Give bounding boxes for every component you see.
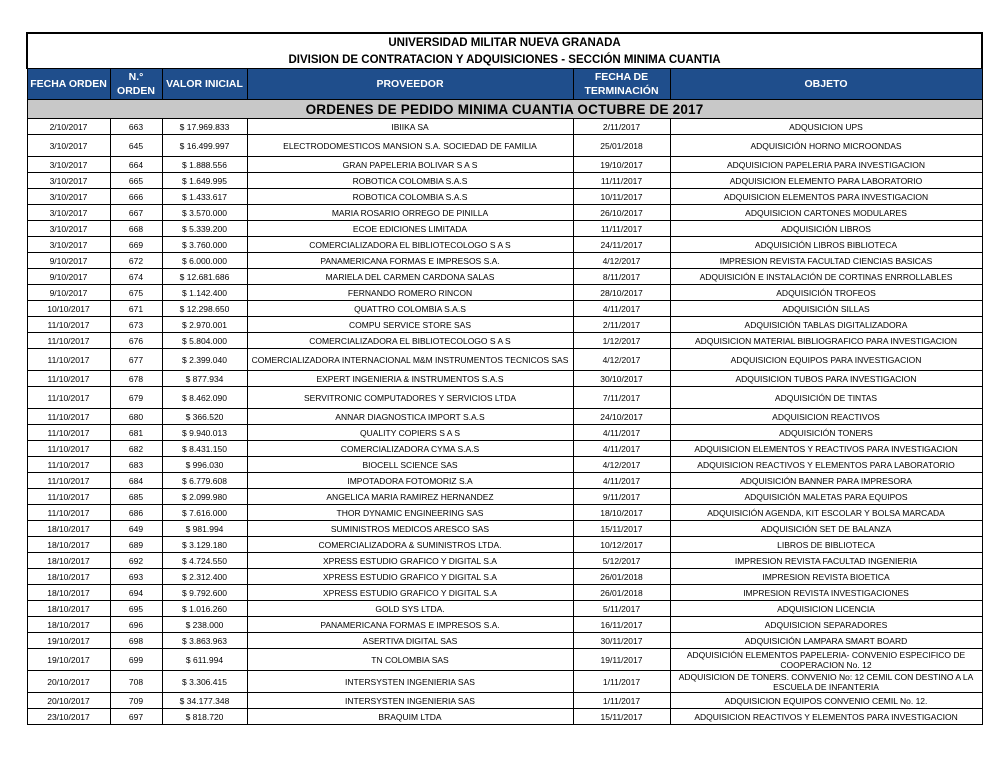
table-row bbox=[27, 349, 982, 371]
cell-fecha-orden: 19/10/2017 bbox=[27, 633, 110, 649]
cell-proveedor: GOLD SYS LTDA. bbox=[247, 601, 573, 617]
cell-proveedor: MARIELA DEL CARMEN CARDONA SALAS bbox=[247, 269, 573, 285]
cell-fecha-terminacion: 24/10/2017 bbox=[573, 409, 670, 425]
table-row bbox=[27, 649, 982, 671]
cell-valor-inicial: $ 1.433.617 bbox=[162, 189, 247, 205]
cell-n-orden: 698 bbox=[110, 633, 162, 649]
cell-valor-inicial: $ 996.030 bbox=[162, 457, 247, 473]
cell-valor-inicial: $ 981.994 bbox=[162, 521, 247, 537]
cell-fecha-terminacion: 10/12/2017 bbox=[573, 537, 670, 553]
cell-n-orden: 686 bbox=[110, 505, 162, 521]
cell-fecha-terminacion: 4/11/2017 bbox=[573, 441, 670, 457]
cell-objeto: ADQUISICIÓN AGENDA, KIT ESCOLAR Y BOLSA MARCADA bbox=[670, 505, 982, 521]
cell-proveedor: PANAMERICANA FORMAS E IMPRESOS S.A. bbox=[247, 253, 573, 269]
cell-proveedor: ELECTRODOMESTICOS MANSION S.A. SOCIEDAD DE FAMILIA bbox=[247, 135, 573, 157]
cell-fecha-orden: 11/10/2017 bbox=[27, 317, 110, 333]
cell-objeto: ADQUISICIÓN DE TINTAS bbox=[670, 387, 982, 409]
cell-fecha-terminacion: 30/10/2017 bbox=[573, 371, 670, 387]
cell-valor-inicial: $ 16.499.997 bbox=[162, 135, 247, 157]
cell-n-orden: 645 bbox=[110, 135, 162, 157]
cell-fecha-terminacion: 11/11/2017 bbox=[573, 173, 670, 189]
cell-objeto: IMPRESION REVISTA FACULTAD CIENCIAS BASICAS bbox=[670, 253, 982, 269]
cell-fecha-orden: 11/10/2017 bbox=[27, 457, 110, 473]
cell-fecha-orden: 3/10/2017 bbox=[27, 221, 110, 237]
cell-proveedor: GRAN PAPELERIA BOLIVAR S A S bbox=[247, 157, 573, 173]
cell-fecha-terminacion: 19/10/2017 bbox=[573, 157, 670, 173]
table-row bbox=[27, 237, 982, 253]
cell-fecha-terminacion: 1/11/2017 bbox=[573, 693, 670, 709]
table-row bbox=[27, 425, 982, 441]
cell-proveedor: COMERCIALIZADORA & SUMINISTROS LTDA. bbox=[247, 537, 573, 553]
cell-proveedor: SERVITRONIC COMPUTADORES Y SERVICIOS LTDA bbox=[247, 387, 573, 409]
cell-proveedor: BRAQUIM LTDA bbox=[247, 709, 573, 725]
cell-fecha-terminacion: 19/11/2017 bbox=[573, 649, 670, 671]
cell-valor-inicial: $ 12.298.650 bbox=[162, 301, 247, 317]
cell-objeto: IMPRESION REVISTA INVESTIGACIONES bbox=[670, 585, 982, 601]
cell-fecha-orden: 10/10/2017 bbox=[27, 301, 110, 317]
cell-objeto: ADQUISICION EQUIPOS CONVENIO CEMIL No. 12. bbox=[670, 693, 982, 709]
cell-fecha-orden: 3/10/2017 bbox=[27, 189, 110, 205]
cell-n-orden: 708 bbox=[110, 671, 162, 693]
table-row bbox=[27, 317, 982, 333]
cell-objeto: ADQUISICIÓN TONERS bbox=[670, 425, 982, 441]
cell-fecha-orden: 2/10/2017 bbox=[27, 119, 110, 135]
cell-fecha-terminacion: 4/12/2017 bbox=[573, 349, 670, 371]
cell-fecha-orden: 11/10/2017 bbox=[27, 473, 110, 489]
cell-n-orden: 666 bbox=[110, 189, 162, 205]
table-row bbox=[27, 157, 982, 173]
cell-objeto: ADQUISICION MATERIAL BIBLIOGRAFICO PARA INVESTIGACION bbox=[670, 333, 982, 349]
orders-table bbox=[26, 32, 983, 725]
cell-n-orden: 663 bbox=[110, 119, 162, 135]
cell-valor-inicial: $ 2.399.040 bbox=[162, 349, 247, 371]
cell-valor-inicial: $ 7.616.000 bbox=[162, 505, 247, 521]
cell-fecha-orden: 11/10/2017 bbox=[27, 333, 110, 349]
cell-fecha-orden: 18/10/2017 bbox=[27, 553, 110, 569]
cell-valor-inicial: $ 366.520 bbox=[162, 409, 247, 425]
cell-fecha-orden: 20/10/2017 bbox=[27, 671, 110, 693]
cell-n-orden: 667 bbox=[110, 205, 162, 221]
cell-valor-inicial: $ 12.681.686 bbox=[162, 269, 247, 285]
cell-valor-inicial: $ 8.462.090 bbox=[162, 387, 247, 409]
cell-proveedor: IBIIKA SA bbox=[247, 119, 573, 135]
cell-n-orden: 695 bbox=[110, 601, 162, 617]
cell-n-orden: 683 bbox=[110, 457, 162, 473]
cell-valor-inicial: $ 6.779.608 bbox=[162, 473, 247, 489]
cell-fecha-terminacion: 15/11/2017 bbox=[573, 521, 670, 537]
cell-fecha-terminacion: 18/10/2017 bbox=[573, 505, 670, 521]
cell-fecha-terminacion: 30/11/2017 bbox=[573, 633, 670, 649]
cell-objeto: ADQUSICION UPS bbox=[670, 119, 982, 135]
cell-valor-inicial: $ 1.142.400 bbox=[162, 285, 247, 301]
cell-valor-inicial: $ 3.306.415 bbox=[162, 671, 247, 693]
cell-fecha-terminacion: 16/11/2017 bbox=[573, 617, 670, 633]
cell-proveedor: ROBOTICA COLOMBIA S.A.S bbox=[247, 173, 573, 189]
table-row bbox=[27, 709, 982, 725]
cell-objeto: ADQUISICION ELEMENTOS Y REACTIVOS PARA INVESTIGACION bbox=[670, 441, 982, 457]
cell-fecha-terminacion: 4/11/2017 bbox=[573, 473, 670, 489]
cell-objeto: ADQUISICION LICENCIA bbox=[670, 601, 982, 617]
cell-proveedor: THOR DYNAMIC ENGINEERING SAS bbox=[247, 505, 573, 521]
cell-proveedor: BIOCELL SCIENCE SAS bbox=[247, 457, 573, 473]
cell-fecha-terminacion: 25/01/2018 bbox=[573, 135, 670, 157]
cell-objeto: ADQUISICIÓN TABLAS DIGITALIZADORA bbox=[670, 317, 982, 333]
cell-objeto: LIBROS DE BIBLIOTECA bbox=[670, 537, 982, 553]
cell-n-orden: 693 bbox=[110, 569, 162, 585]
cell-proveedor: COMPU SERVICE STORE SAS bbox=[247, 317, 573, 333]
cell-fecha-terminacion: 26/01/2018 bbox=[573, 569, 670, 585]
cell-fecha-terminacion: 4/12/2017 bbox=[573, 253, 670, 269]
cell-n-orden: 685 bbox=[110, 489, 162, 505]
cell-valor-inicial: $ 9.940.013 bbox=[162, 425, 247, 441]
cell-objeto: ADQUISICIÓN BANNER PARA IMPRESORA bbox=[670, 473, 982, 489]
cell-objeto: ADQUISICION ELEMENTO PARA LABORATORIO bbox=[670, 173, 982, 189]
cell-fecha-orden: 3/10/2017 bbox=[27, 135, 110, 157]
cell-objeto: ADQUISICIÓN SILLAS bbox=[670, 301, 982, 317]
cell-fecha-orden: 11/10/2017 bbox=[27, 425, 110, 441]
cell-fecha-orden: 11/10/2017 bbox=[27, 387, 110, 409]
cell-n-orden: 669 bbox=[110, 237, 162, 253]
cell-proveedor: XPRESS ESTUDIO GRAFICO Y DIGITAL S.A bbox=[247, 553, 573, 569]
cell-n-orden: 689 bbox=[110, 537, 162, 553]
cell-fecha-orden: 11/10/2017 bbox=[27, 409, 110, 425]
cell-fecha-terminacion: 15/11/2017 bbox=[573, 709, 670, 725]
cell-valor-inicial: $ 2.099.980 bbox=[162, 489, 247, 505]
cell-objeto: ADQUISICION ELEMENTOS PARA INVESTIGACION bbox=[670, 189, 982, 205]
cell-fecha-terminacion: 2/11/2017 bbox=[573, 119, 670, 135]
cell-n-orden: 696 bbox=[110, 617, 162, 633]
cell-n-orden: 664 bbox=[110, 157, 162, 173]
table-row bbox=[27, 601, 982, 617]
cell-fecha-terminacion: 11/11/2017 bbox=[573, 221, 670, 237]
cell-fecha-terminacion: 1/12/2017 bbox=[573, 333, 670, 349]
cell-fecha-orden: 18/10/2017 bbox=[27, 585, 110, 601]
cell-fecha-terminacion: 4/11/2017 bbox=[573, 425, 670, 441]
cell-n-orden: 682 bbox=[110, 441, 162, 457]
cell-fecha-terminacion: 24/11/2017 bbox=[573, 237, 670, 253]
cell-valor-inicial: $ 3.863.963 bbox=[162, 633, 247, 649]
cell-valor-inicial: $ 17.969.833 bbox=[162, 119, 247, 135]
cell-objeto: ADQUISICIÓN LAMPARA SMART BOARD bbox=[670, 633, 982, 649]
cell-valor-inicial: $ 3.129.180 bbox=[162, 537, 247, 553]
cell-n-orden: 649 bbox=[110, 521, 162, 537]
cell-valor-inicial: $ 611.994 bbox=[162, 649, 247, 671]
col-fecha-terminacion: FECHA DE TERMINACIÓN bbox=[573, 69, 670, 100]
cell-objeto: ADQUISICIÓN E INSTALACIÓN DE CORTINAS ENRROLLABLES bbox=[670, 269, 982, 285]
cell-objeto: ADQUISICION REACTIVOS Y ELEMENTOS PARA INVESTIGACION bbox=[670, 709, 982, 725]
cell-proveedor: QUATTRO COLOMBIA S.A.S bbox=[247, 301, 573, 317]
cell-n-orden: 681 bbox=[110, 425, 162, 441]
cell-objeto: ADQUISICION EQUIPOS PARA INVESTIGACION bbox=[670, 349, 982, 371]
cell-proveedor: IMPOTADORA FOTOMORIZ S.A bbox=[247, 473, 573, 489]
table-row bbox=[27, 633, 982, 649]
cell-proveedor: PANAMERICANA FORMAS E IMPRESOS S.A. bbox=[247, 617, 573, 633]
cell-fecha-orden: 18/10/2017 bbox=[27, 601, 110, 617]
cell-objeto: ADQUISICION SEPARADORES bbox=[670, 617, 982, 633]
cell-objeto: ADQUISICIÓN MALETAS PARA EQUIPOS bbox=[670, 489, 982, 505]
col-objeto: OBJETO bbox=[670, 69, 982, 100]
cell-proveedor: INTERSYSTEN INGENIERIA SAS bbox=[247, 671, 573, 693]
cell-valor-inicial: $ 5.339.200 bbox=[162, 221, 247, 237]
cell-objeto: ADQUISICION REACTIVOS bbox=[670, 409, 982, 425]
cell-valor-inicial: $ 6.000.000 bbox=[162, 253, 247, 269]
table-row bbox=[27, 617, 982, 633]
cell-proveedor: SUMINISTROS MEDICOS ARESCO SAS bbox=[247, 521, 573, 537]
cell-fecha-orden: 23/10/2017 bbox=[27, 709, 110, 725]
cell-fecha-orden: 11/10/2017 bbox=[27, 441, 110, 457]
orders-sheet bbox=[26, 32, 981, 725]
cell-valor-inicial: $ 818.720 bbox=[162, 709, 247, 725]
cell-n-orden: 692 bbox=[110, 553, 162, 569]
cell-fecha-terminacion: 5/12/2017 bbox=[573, 553, 670, 569]
table-row bbox=[27, 457, 982, 473]
cell-n-orden: 697 bbox=[110, 709, 162, 725]
cell-fecha-terminacion: 26/10/2017 bbox=[573, 205, 670, 221]
col-valor-inicial: VALOR INICIAL bbox=[162, 69, 247, 100]
cell-n-orden: 694 bbox=[110, 585, 162, 601]
cell-fecha-orden: 3/10/2017 bbox=[27, 237, 110, 253]
table-row bbox=[27, 671, 982, 693]
table-row bbox=[27, 441, 982, 457]
cell-valor-inicial: $ 2.312.400 bbox=[162, 569, 247, 585]
table-row bbox=[27, 301, 982, 317]
cell-fecha-orden: 11/10/2017 bbox=[27, 371, 110, 387]
cell-n-orden: 699 bbox=[110, 649, 162, 671]
cell-proveedor: TN COLOMBIA SAS bbox=[247, 649, 573, 671]
cell-valor-inicial: $ 2.970.001 bbox=[162, 317, 247, 333]
cell-objeto: ADQUISICIÓN TROFEOS bbox=[670, 285, 982, 301]
cell-n-orden: 676 bbox=[110, 333, 162, 349]
table-row bbox=[27, 521, 982, 537]
cell-valor-inicial: $ 1.888.556 bbox=[162, 157, 247, 173]
cell-valor-inicial: $ 34.177.348 bbox=[162, 693, 247, 709]
cell-proveedor: COMERCIALIZADORA EL BIBLIOTECOLOGO S A S bbox=[247, 333, 573, 349]
cell-n-orden: 675 bbox=[110, 285, 162, 301]
table-row bbox=[27, 387, 982, 409]
cell-fecha-terminacion: 1/11/2017 bbox=[573, 671, 670, 693]
cell-valor-inicial: $ 3.570.000 bbox=[162, 205, 247, 221]
cell-proveedor: MARIA ROSARIO ORREGO DE PINILLA bbox=[247, 205, 573, 221]
cell-fecha-terminacion: 2/11/2017 bbox=[573, 317, 670, 333]
cell-fecha-orden: 3/10/2017 bbox=[27, 173, 110, 189]
cell-objeto: ADQUISICION DE TONERS. CONVENIO No: 12 CEMIL CON DESTINO A LA ESCUELA DE INFANTERIA bbox=[670, 671, 982, 693]
cell-fecha-orden: 18/10/2017 bbox=[27, 569, 110, 585]
col-proveedor: PROVEEDOR bbox=[247, 69, 573, 100]
cell-fecha-orden: 9/10/2017 bbox=[27, 269, 110, 285]
cell-objeto: ADQUISICIÓN HORNO MICROONDAS bbox=[670, 135, 982, 157]
cell-proveedor: QUALITY COPIERS S A S bbox=[247, 425, 573, 441]
cell-proveedor: ROBOTICA COLOMBIA S.A.S bbox=[247, 189, 573, 205]
cell-proveedor: EXPERT INGENIERIA & INSTRUMENTOS S.A.S bbox=[247, 371, 573, 387]
cell-fecha-orden: 3/10/2017 bbox=[27, 157, 110, 173]
table-row bbox=[27, 585, 982, 601]
column-header-row bbox=[27, 69, 982, 100]
cell-objeto: IMPRESION REVISTA BIOETICA bbox=[670, 569, 982, 585]
university-title: UNIVERSIDAD MILITAR NUEVA GRANADA bbox=[27, 33, 982, 51]
cell-fecha-orden: 18/10/2017 bbox=[27, 521, 110, 537]
cell-proveedor: COMERCIALIZADORA EL BIBLIOTECOLOGO S A S bbox=[247, 237, 573, 253]
cell-valor-inicial: $ 5.804.000 bbox=[162, 333, 247, 349]
cell-valor-inicial: $ 9.792.600 bbox=[162, 585, 247, 601]
cell-n-orden: 678 bbox=[110, 371, 162, 387]
cell-objeto: ADQUISICIÓN LIBROS bbox=[670, 221, 982, 237]
cell-fecha-orden: 20/10/2017 bbox=[27, 693, 110, 709]
cell-objeto: ADQUISICIÓN ELEMENTOS PAPELERIA- CONVENIO ESPECIFICO DE COOPERACION No. 12 bbox=[670, 649, 982, 671]
cell-fecha-terminacion: 5/11/2017 bbox=[573, 601, 670, 617]
cell-fecha-terminacion: 28/10/2017 bbox=[573, 285, 670, 301]
table-row bbox=[27, 473, 982, 489]
table-row bbox=[27, 537, 982, 553]
table-row bbox=[27, 269, 982, 285]
cell-n-orden: 671 bbox=[110, 301, 162, 317]
cell-proveedor: ECOE EDICIONES LIMITADA bbox=[247, 221, 573, 237]
cell-valor-inicial: $ 877.934 bbox=[162, 371, 247, 387]
table-row bbox=[27, 253, 982, 269]
table-row bbox=[27, 189, 982, 205]
cell-fecha-orden: 9/10/2017 bbox=[27, 253, 110, 269]
section-title: ORDENES DE PEDIDO MINIMA CUANTIA OCTUBRE DE 2017 bbox=[27, 100, 982, 119]
table-row bbox=[27, 371, 982, 387]
cell-fecha-orden: 3/10/2017 bbox=[27, 205, 110, 221]
cell-fecha-orden: 18/10/2017 bbox=[27, 617, 110, 633]
table-row bbox=[27, 505, 982, 521]
cell-valor-inicial: $ 8.431.150 bbox=[162, 441, 247, 457]
col-fecha-orden: FECHA ORDEN bbox=[27, 69, 110, 100]
cell-valor-inicial: $ 3.760.000 bbox=[162, 237, 247, 253]
table-row bbox=[27, 553, 982, 569]
cell-n-orden: 679 bbox=[110, 387, 162, 409]
table-row bbox=[27, 569, 982, 585]
cell-n-orden: 674 bbox=[110, 269, 162, 285]
col-n-orden: N.° ORDEN bbox=[110, 69, 162, 100]
cell-fecha-terminacion: 9/11/2017 bbox=[573, 489, 670, 505]
table-row bbox=[27, 135, 982, 157]
cell-objeto: ADQUISICION REACTIVOS Y ELEMENTOS PARA LABORATORIO bbox=[670, 457, 982, 473]
table-row bbox=[27, 119, 982, 135]
cell-valor-inicial: $ 1.649.995 bbox=[162, 173, 247, 189]
table-row bbox=[27, 205, 982, 221]
cell-n-orden: 677 bbox=[110, 349, 162, 371]
cell-objeto: IMPRESION REVISTA FACULTAD INGENIERIA bbox=[670, 553, 982, 569]
cell-n-orden: 680 bbox=[110, 409, 162, 425]
cell-valor-inicial: $ 1.016.260 bbox=[162, 601, 247, 617]
cell-proveedor: COMERCIALIZADORA CYMA S.A.S bbox=[247, 441, 573, 457]
cell-fecha-orden: 11/10/2017 bbox=[27, 505, 110, 521]
cell-objeto: ADQUISICIÓN SET DE BALANZA bbox=[670, 521, 982, 537]
cell-fecha-terminacion: 7/11/2017 bbox=[573, 387, 670, 409]
cell-proveedor: ANNAR DIAGNOSTICA IMPORT S.A.S bbox=[247, 409, 573, 425]
table-row bbox=[27, 285, 982, 301]
cell-proveedor: XPRESS ESTUDIO GRAFICO Y DIGITAL S.A bbox=[247, 569, 573, 585]
cell-proveedor: ASERTIVA DIGITAL SAS bbox=[247, 633, 573, 649]
cell-fecha-orden: 11/10/2017 bbox=[27, 489, 110, 505]
table-row bbox=[27, 693, 982, 709]
cell-n-orden: 709 bbox=[110, 693, 162, 709]
cell-fecha-terminacion: 4/12/2017 bbox=[573, 457, 670, 473]
cell-n-orden: 672 bbox=[110, 253, 162, 269]
table-row bbox=[27, 173, 982, 189]
table-row bbox=[27, 221, 982, 237]
cell-fecha-orden: 18/10/2017 bbox=[27, 537, 110, 553]
division-title: DIVISION DE CONTRATACION Y ADQUISICIONES - SECCIÓN MINIMA CUANTIA bbox=[27, 51, 982, 69]
cell-proveedor: FERNANDO ROMERO RINCON bbox=[247, 285, 573, 301]
cell-n-orden: 684 bbox=[110, 473, 162, 489]
table-row bbox=[27, 333, 982, 349]
cell-fecha-orden: 9/10/2017 bbox=[27, 285, 110, 301]
cell-fecha-terminacion: 26/01/2018 bbox=[573, 585, 670, 601]
cell-fecha-terminacion: 4/11/2017 bbox=[573, 301, 670, 317]
cell-n-orden: 673 bbox=[110, 317, 162, 333]
cell-proveedor: INTERSYSTEN INGENIERIA SAS bbox=[247, 693, 573, 709]
cell-n-orden: 665 bbox=[110, 173, 162, 189]
cell-fecha-terminacion: 10/11/2017 bbox=[573, 189, 670, 205]
cell-fecha-terminacion: 8/11/2017 bbox=[573, 269, 670, 285]
cell-objeto: ADQUISICION TUBOS PARA INVESTIGACION bbox=[670, 371, 982, 387]
cell-proveedor: XPRESS ESTUDIO GRAFICO Y DIGITAL S.A bbox=[247, 585, 573, 601]
cell-proveedor: ANGELICA MARIA RAMIREZ HERNANDEZ bbox=[247, 489, 573, 505]
table-row bbox=[27, 489, 982, 505]
cell-valor-inicial: $ 4.724.550 bbox=[162, 553, 247, 569]
table-row bbox=[27, 409, 982, 425]
cell-valor-inicial: $ 238.000 bbox=[162, 617, 247, 633]
cell-fecha-orden: 11/10/2017 bbox=[27, 349, 110, 371]
cell-objeto: ADQUISICION CARTONES MODULARES bbox=[670, 205, 982, 221]
cell-proveedor: COMERCIALIZADORA INTERNACIONAL M&M INSTRUMENTOS TECNICOS SAS bbox=[247, 349, 573, 371]
cell-objeto: ADQUISICION PAPELERIA PARA INVESTIGACION bbox=[670, 157, 982, 173]
cell-n-orden: 668 bbox=[110, 221, 162, 237]
cell-fecha-orden: 19/10/2017 bbox=[27, 649, 110, 671]
cell-objeto: ADQUISICIÓN LIBROS BIBLIOTECA bbox=[670, 237, 982, 253]
